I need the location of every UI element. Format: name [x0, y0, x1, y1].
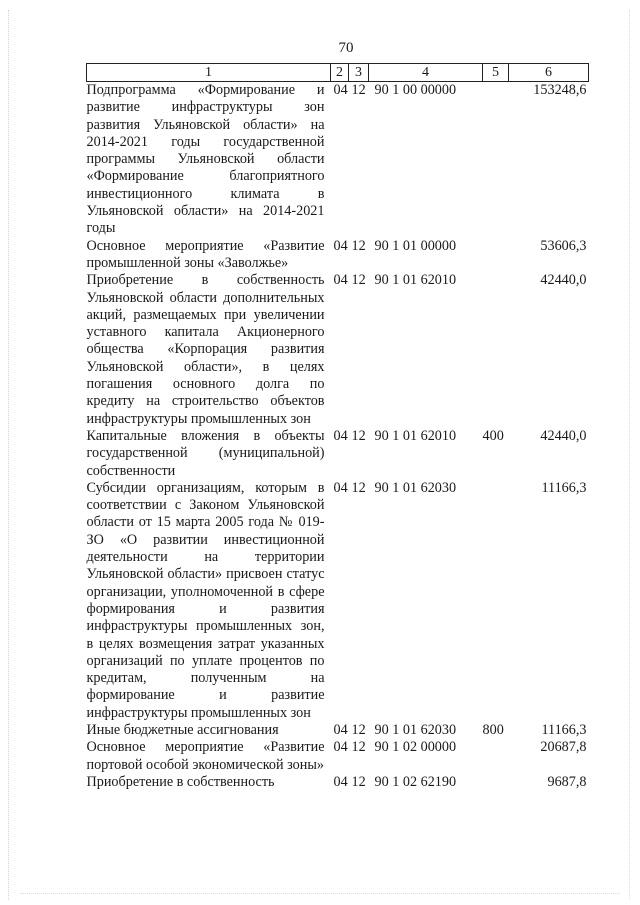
target-article-code: 90 1 02 62190 — [374, 773, 457, 790]
amount: 9687,8 — [547, 773, 587, 790]
section-code: 04 — [333, 272, 348, 289]
column-header: 3 — [349, 64, 369, 82]
subsection-code: 12 — [351, 721, 366, 738]
scan-edge — [8, 10, 10, 900]
column-header: 6 — [509, 64, 589, 82]
section-code: 04 — [333, 773, 348, 790]
table-row — [87, 82, 589, 238]
expense-type-code — [483, 774, 509, 791]
scan-edge — [629, 10, 631, 900]
target-article-code: 90 1 01 62030 — [374, 479, 457, 496]
expense-type-code — [483, 238, 509, 273]
column-header: 2 — [331, 64, 349, 82]
amount: 42440,0 — [540, 272, 587, 289]
subsection-code: 12 — [351, 82, 366, 98]
item-name: Подпрограмма «Формирование и развитие инфраструктуры зон развития Ульяновской области» на 2014-2021 годы государственной программы Ульяновской области «Формирование благоприятного инвестиционного климата в Ульяновской области» на 2014-2021 годы — [86, 82, 325, 237]
target-article-code: 90 1 01 62010 — [374, 272, 457, 289]
amount: 11166,3 — [541, 721, 587, 738]
target-article-code: 90 1 01 62030 — [374, 721, 457, 738]
expense-type-code — [483, 272, 509, 428]
expense-type-code: 800 — [482, 721, 504, 738]
target-article-code: 90 1 02 00000 — [374, 739, 457, 756]
amount: 42440,0 — [540, 427, 587, 444]
page-number: 70 — [338, 40, 354, 56]
item-name: Приобретение в собственность Ульяновской области дополнительных акций, размещаемых при увеличении уставного капитала Акционерного общества «Корпорация развития Ульяновской области», в целях погашения основного долга по кредиту на строительство объектов инфраструктуры промышленных зон — [86, 272, 325, 427]
table-header-row — [87, 64, 589, 82]
item-name: Капитальные вложения в объекты государственной (муниципальной) собственности — [86, 427, 325, 479]
amount: 11166,3 — [541, 479, 587, 496]
subsection-code: 12 — [351, 237, 366, 254]
section-code: 04 — [333, 721, 348, 738]
table-row — [87, 774, 589, 791]
item-name: Основное мероприятие «Развитие промышленной зоны «Заволжье» — [86, 237, 325, 271]
expense-type-code — [483, 739, 509, 774]
target-article-code: 90 1 01 62010 — [374, 427, 457, 444]
table-row — [87, 428, 589, 480]
expense-type-code — [483, 82, 509, 238]
section-code: 04 — [333, 739, 348, 756]
subsection-code: 12 — [351, 739, 366, 756]
amount: 20687,8 — [540, 739, 587, 756]
section-code: 04 — [333, 479, 348, 496]
amount: 53606,3 — [540, 237, 587, 254]
target-article-code: 90 1 00 00000 — [374, 82, 457, 98]
column-header: 5 — [483, 64, 509, 82]
table-row — [87, 238, 589, 273]
budget-table — [86, 63, 589, 791]
scan-edge — [20, 893, 620, 895]
item-name: Приобретение в собственность — [86, 773, 275, 790]
subsection-code: 12 — [351, 773, 366, 790]
subsection-code: 12 — [351, 427, 366, 444]
amount: 153248,6 — [533, 82, 587, 98]
item-name: Субсидии организациям, которым в соответствии с Законом Ульяновской области от 15 марта 2005 года № 019-ЗО «О развитии инвестиционной деятельности на территории Ульяновской области» присвоен статус организации, уполномоченной в сфере формирования и развития инфраструктуры промышленных зон, в целях возмещения затрат указанных организаций по уплате процентов по кредитам, полученным на формирование и развитие инфраструктуры промышленных зон — [86, 479, 325, 721]
column-header: 1 — [87, 64, 331, 82]
table-row — [87, 272, 589, 428]
table-row — [87, 739, 589, 774]
item-name: Иные бюджетные ассигнования — [86, 721, 279, 738]
subsection-code: 12 — [351, 272, 366, 289]
section-code: 04 — [333, 427, 348, 444]
table-row — [87, 722, 589, 739]
expense-type-code — [483, 480, 509, 722]
section-code: 04 — [333, 237, 348, 254]
target-article-code: 90 1 01 00000 — [374, 237, 457, 254]
section-code: 04 — [333, 82, 348, 98]
column-header: 4 — [369, 64, 483, 82]
table-row — [87, 480, 589, 722]
item-name: Основное мероприятие «Развитие портовой особой экономической зоны» — [86, 739, 325, 773]
subsection-code: 12 — [351, 479, 366, 496]
expense-type-code: 400 — [482, 427, 504, 444]
